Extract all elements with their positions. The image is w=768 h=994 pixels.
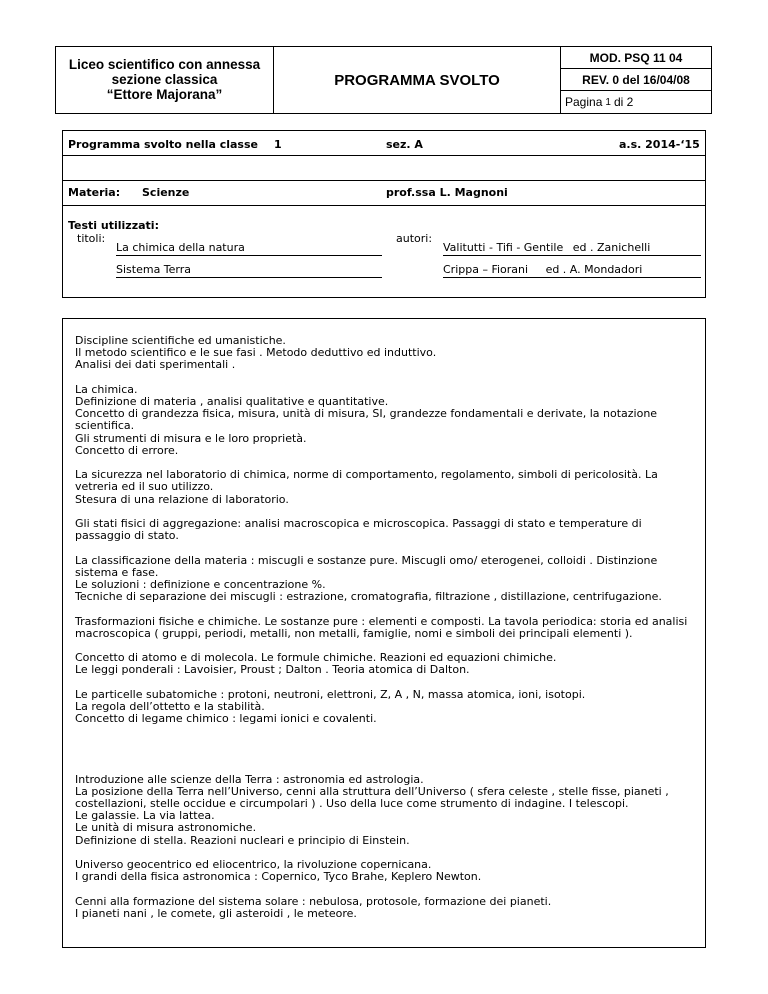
program-line: Stesura di una relazione di laboratorio.	[75, 492, 289, 506]
program-paragraph	[75, 896, 693, 920]
subject-row	[63, 181, 705, 206]
book-authors-line	[443, 263, 701, 278]
book-authors: Crippa – Fiorani	[443, 263, 529, 276]
program-paragraph	[75, 616, 693, 640]
book-publisher: ed . A. Mondadori	[545, 263, 643, 276]
program-line: Concetto di atomo e di molecola. Le formule chimiche. Reazioni ed equazioni chimiche.	[75, 651, 557, 665]
class-label: Programma svolto nella classe	[68, 138, 258, 151]
book-title: Sistema Terra	[116, 263, 382, 278]
program-content	[62, 318, 706, 948]
program-line: La posizione della Terra nell’Universo, cenni alla struttura dell’Universo ( sfera celeste , stelle fisse, pianeti , costellazioni, stelle occidue e circumpolari ) . Uso della luce come strumento di indagine. I telescopi.	[75, 784, 669, 810]
revision-code: REV. 0 del 16/04/08	[561, 69, 711, 91]
module-code: MOD. PSQ 11 04	[561, 47, 711, 69]
program-paragraph	[75, 335, 693, 372]
school-name-line: “Ettore Majorana”	[106, 87, 223, 102]
program-paragraph	[75, 518, 693, 542]
program-line: La chimica.	[75, 382, 138, 396]
program-line: La regola dell’ottetto e la stabilità.	[75, 699, 265, 713]
program-line: Gli strumenti di misura e le loro proprietà.	[75, 431, 307, 445]
program-paragraph	[75, 774, 693, 847]
program-line: Cenni alla formazione del sistema solare : nebulosa, protosole, formazione dei pianeti.	[75, 894, 552, 908]
school-name-line: sezione classica	[111, 72, 218, 87]
book-authors-line	[443, 241, 701, 256]
class-value: 1	[274, 138, 282, 151]
program-paragraph	[75, 689, 693, 726]
book-title: La chimica della natura	[116, 241, 382, 256]
program-line: Introduzione alle scienze della Terra : astronomia ed astrologia.	[75, 772, 424, 786]
program-paragraph	[75, 859, 693, 883]
program-paragraph	[75, 555, 693, 604]
book-authors: Valitutti - Tifi - Gentile	[443, 241, 564, 254]
program-line: Definizione di materia , analisi qualitative e quantitative.	[75, 395, 389, 408]
program-line: Concetto di grandezza fisica, misura, unità di misura, SI, grandezze fondamentali e derivate, la notazione scientifica.	[75, 407, 658, 433]
authors-label: autori:	[396, 232, 433, 245]
program-line: Le particelle subatomiche : protoni, neutroni, elettroni, Z, A , N, massa atomica, ioni, isotopi.	[75, 687, 586, 701]
section-spacer	[75, 738, 693, 774]
program-line: Discipline scientifiche ed umanistiche.	[75, 334, 286, 347]
program-paragraph	[75, 469, 693, 506]
program-line: Le unità di misura astronomiche.	[75, 821, 257, 835]
teacher-name: prof.ssa L. Magnoni	[386, 186, 508, 199]
subject-label: Materia:	[68, 186, 121, 199]
page-label: Pagina	[565, 95, 603, 109]
program-paragraph	[75, 652, 693, 676]
class-info-box	[62, 130, 706, 298]
document-header	[55, 46, 712, 114]
empty-row	[63, 156, 705, 181]
document-codes	[561, 47, 711, 113]
program-line: Le leggi ponderali : Lavoisier, Proust ; Dalton . Teoria atomica di Dalton.	[75, 663, 470, 677]
program-line: Universo geocentrico ed eliocentrico, la rivoluzione copernicana.	[75, 857, 432, 871]
page-number: 1	[605, 96, 611, 108]
program-line: Concetto di errore.	[75, 443, 179, 457]
program-line: Definizione di stella. Reazioni nucleari e principio di Einstein.	[75, 833, 410, 847]
program-line: Concetto di legame chimico : legami ionici e covalenti.	[75, 712, 377, 726]
program-line: Analisi dei dati sperimentali .	[75, 358, 236, 372]
program-line: I pianeti nani , le comete, gli asteroidi , le meteore.	[75, 906, 357, 920]
page-total: di 2	[613, 95, 634, 109]
class-row	[63, 131, 705, 156]
program-line: Trasformazioni fisiche e chimiche. Le sostanze pure : elementi e composti. La tavola periodica: storia ed analisi macroscopica ( gruppi, periodi, metalli, non metalli, famiglie, nomi e simboli dei principali elementi ).	[75, 614, 688, 640]
document-title: PROGRAMMA SVOLTO	[274, 47, 561, 113]
school-year: a.s. 2014-‘15	[619, 138, 700, 151]
school-name-line: Liceo scientifico con annessa	[68, 57, 261, 72]
program-line: I grandi della fisica astronomica : Copernico, Tyco Brahe, Keplero Newton.	[75, 870, 482, 884]
program-line: Tecniche di separazione dei miscugli : estrazione, cromatografia, filtrazione , distillazione, centrifugazione.	[75, 590, 662, 604]
program-paragraph	[75, 384, 693, 457]
program-line: Il metodo scientifico e le sue fasi . Metodo deduttivo ed induttivo.	[75, 346, 437, 360]
program-line: Le galassie. La via lattea.	[75, 809, 215, 823]
page-indicator	[561, 91, 711, 113]
school-name	[56, 47, 274, 113]
book-publisher: ed . Zanichelli	[572, 241, 651, 254]
section-value: sez. A	[386, 138, 423, 151]
program-line: Le soluzioni : definizione e concentrazione %.	[75, 578, 326, 591]
subject-value: Scienze	[142, 186, 190, 199]
texts-label: Testi utilizzati:	[68, 219, 159, 232]
program-line: La sicurezza nel laboratorio di chimica, norme di comportamento, regolamento, simboli di pericolosità. La vetreria ed il suo utilizzo.	[75, 468, 658, 494]
program-line: Gli stati fisici di aggregazione: analisi macroscopica e microscopica. Passaggi di stato e temperature di passaggio di stato.	[75, 517, 642, 543]
titles-label: titoli:	[77, 232, 106, 245]
program-line: La classificazione della materia : miscugli e sostanze pure. Miscugli omo/ eterogenei, colloidi . Distinzione sistema e fase.	[75, 553, 658, 579]
